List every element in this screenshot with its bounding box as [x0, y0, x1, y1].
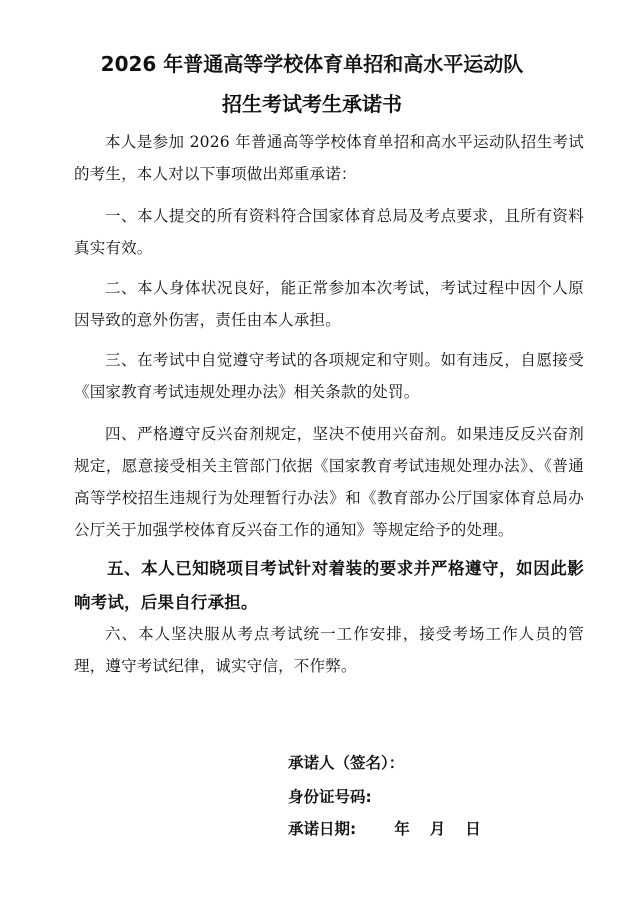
signer-signature-label: 承诺人（签名）：: [288, 754, 405, 772]
document-title-line-1: 2026 年普通高等学校体育单招和高水平运动队: [100, 52, 524, 76]
pledge-item-3: 三、在考试中自觉遵守考试的各项规定和守则。如有违反，自愿接受《国家教育考试违规处理办法》相关条款的处罚。: [74, 351, 584, 401]
document-title-line-2: 招生考试考生承诺书: [222, 92, 402, 116]
pledge-item-1: 一、本人提交的所有资料符合国家体育总局及考点要求，且所有资料真实有效。: [74, 207, 584, 257]
pledge-item-2: 二、本人身体状况良好，能正常参加本次考试，考试过程中因个人原因导致的意外伤害，责任由本人承担。: [74, 279, 584, 329]
pledge-date-label: 承诺日期:: [288, 820, 357, 838]
date-year-label: 年: [394, 820, 410, 838]
pledge-item-5: 五、本人已知晓项目考试针对着装的要求并严格遵守，如因此影响考试，后果自行承担。: [74, 559, 584, 612]
date-month-label: 月: [429, 820, 446, 838]
pledge-item-4: 四、严格遵守反兴奋剂规定，坚决不使用兴奋剂。如果违反反兴奋剂规定，愿意接受相关主管部门依据《国家教育考试违规处理办法》、《普通高等学校招生违规行为处理暂行办法》和《教育部办公厅国家体育总局办公厅关于加强学校体育反兴奋工作的通知》等规定给予的处理。: [74, 425, 584, 539]
pledge-item-6: 六、本人坚决服从考点考试统一工作安排，接受考场工作人员的管理，遵守考试纪律，诚实守信，不作弊。: [74, 625, 584, 675]
date-day-label: 日: [465, 820, 481, 838]
id-number-label: 身份证号码:: [288, 788, 372, 806]
intro-paragraph: 本人是参加 2026 年普通高等学校体育单招和高水平运动队招生考试的考生，本人对以下事项做出郑重承诺：: [74, 133, 584, 183]
pledge-date-row: [288, 818, 481, 840]
